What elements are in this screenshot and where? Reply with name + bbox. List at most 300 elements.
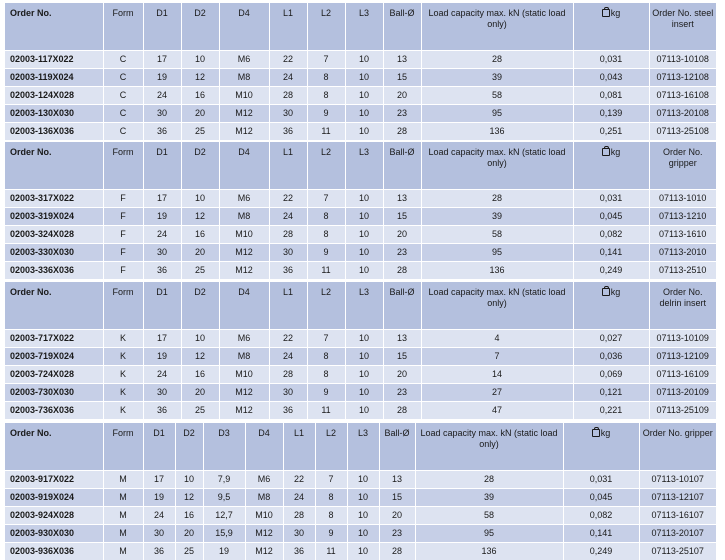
cell-l2: 11 — [307, 262, 345, 280]
header-ball: Ball-Ø — [383, 3, 421, 51]
spec-table-gripper-d3 — [5, 423, 716, 560]
cell-l1: 28 — [283, 507, 315, 525]
cell-l3: 10 — [345, 208, 383, 226]
table-row — [5, 190, 716, 208]
cell-d1: 36 — [143, 402, 181, 420]
header-l3: L3 — [345, 282, 383, 330]
cell-l2: 8 — [307, 226, 345, 244]
cell-load: 28 — [421, 190, 573, 208]
header-load-capacity: Load capacity max. kN (static load only) — [421, 3, 573, 51]
header-order-no: Order No. — [5, 423, 103, 471]
cell-order-no-2: 07113-20109 — [649, 384, 716, 402]
cell-d1: 17 — [143, 330, 181, 348]
header-load-capacity: Load capacity max. kN (static load only) — [421, 282, 573, 330]
cell-d1: 24 — [143, 366, 181, 384]
table-row — [5, 348, 716, 366]
cell-load: 28 — [421, 51, 573, 69]
table-header — [5, 142, 716, 190]
cell-l3: 10 — [345, 402, 383, 420]
table-row — [5, 402, 716, 420]
table-row — [5, 384, 716, 402]
cell-d1: 30 — [143, 105, 181, 123]
cell-d2: 12 — [181, 208, 219, 226]
cell-l2: 8 — [315, 507, 347, 525]
cell-weight: 0,045 — [563, 489, 639, 507]
weight-icon — [602, 9, 610, 17]
cell-weight: 0,249 — [573, 262, 649, 280]
cell-load: 39 — [421, 69, 573, 87]
cell-l1: 22 — [269, 190, 307, 208]
cell-l2: 7 — [307, 51, 345, 69]
cell-d4: M12 — [245, 543, 283, 560]
cell-form: M — [103, 507, 143, 525]
header-d1: D1 — [143, 282, 181, 330]
cell-d4: M8 — [219, 208, 269, 226]
cell-d4: M10 — [219, 226, 269, 244]
cell-order-no: 02003-330X030 — [5, 244, 103, 262]
table-row — [5, 51, 716, 69]
header-l1: L1 — [283, 423, 315, 471]
header-weight-label: kg — [611, 147, 621, 157]
table-row — [5, 543, 716, 560]
cell-d4: M6 — [219, 190, 269, 208]
cell-d1: 24 — [143, 507, 175, 525]
cell-order-no-2: 07113-1010 — [649, 190, 716, 208]
cell-d2: 10 — [181, 51, 219, 69]
cell-load: 136 — [421, 123, 573, 141]
table-row — [5, 87, 716, 105]
header-weight-label: kg — [601, 428, 611, 438]
header-d3: D3 — [203, 423, 245, 471]
cell-l3: 10 — [347, 507, 379, 525]
cell-d2: 20 — [181, 384, 219, 402]
cell-d1: 19 — [143, 489, 175, 507]
cell-l2: 7 — [307, 330, 345, 348]
cell-l1: 24 — [269, 208, 307, 226]
cell-form: K — [103, 384, 143, 402]
cell-load: 95 — [421, 105, 573, 123]
cell-ball: 28 — [383, 123, 421, 141]
cell-d2: 25 — [181, 262, 219, 280]
cell-l1: 22 — [283, 471, 315, 489]
cell-d2: 16 — [181, 226, 219, 244]
cell-order-no-2: 07113-1210 — [649, 208, 716, 226]
table-header — [5, 282, 716, 330]
cell-d2: 12 — [175, 489, 203, 507]
table-header — [5, 423, 716, 471]
cell-order-no: 02003-324X028 — [5, 226, 103, 244]
cell-form: M — [103, 471, 143, 489]
cell-l3: 10 — [345, 330, 383, 348]
cell-weight: 0,045 — [573, 208, 649, 226]
cell-weight: 0,082 — [563, 507, 639, 525]
cell-order-no: 02003-124X028 — [5, 87, 103, 105]
header-order-no-2: Order No. gripper — [639, 423, 716, 471]
header-form: Form — [103, 142, 143, 190]
header-order-no-2: Order No. gripper — [649, 142, 716, 190]
header-ball: Ball-Ø — [383, 282, 421, 330]
cell-weight: 0,031 — [573, 51, 649, 69]
cell-d4: M10 — [245, 507, 283, 525]
cell-d1: 30 — [143, 244, 181, 262]
header-weight — [573, 142, 649, 190]
cell-form: C — [103, 105, 143, 123]
cell-order-no: 02003-730X030 — [5, 384, 103, 402]
cell-weight: 0,251 — [573, 123, 649, 141]
cell-ball: 13 — [379, 471, 415, 489]
cell-ball: 15 — [383, 69, 421, 87]
cell-d4: M8 — [219, 69, 269, 87]
cell-ball: 20 — [383, 366, 421, 384]
header-l1: L1 — [269, 282, 307, 330]
cell-weight: 0,249 — [563, 543, 639, 560]
cell-d4: M12 — [219, 123, 269, 141]
weight-icon — [592, 429, 600, 437]
cell-l1: 30 — [269, 384, 307, 402]
cell-load: 136 — [421, 262, 573, 280]
cell-l2: 8 — [307, 69, 345, 87]
cell-order-no: 02003-317X022 — [5, 190, 103, 208]
cell-d4: M12 — [219, 262, 269, 280]
cell-form: M — [103, 525, 143, 543]
cell-load: 4 — [421, 330, 573, 348]
cell-d4: M12 — [219, 244, 269, 262]
header-l1: L1 — [269, 3, 307, 51]
cell-d2: 25 — [181, 402, 219, 420]
cell-l3: 10 — [345, 105, 383, 123]
cell-ball: 23 — [383, 384, 421, 402]
cell-load: 95 — [421, 244, 573, 262]
cell-l2: 7 — [315, 471, 347, 489]
weight-icon — [602, 148, 610, 156]
header-weight — [563, 423, 639, 471]
cell-order-no-2: 07113-16107 — [639, 507, 716, 525]
cell-load: 136 — [415, 543, 563, 560]
header-d2: D2 — [181, 142, 219, 190]
cell-d2: 10 — [181, 330, 219, 348]
cell-l3: 10 — [345, 123, 383, 141]
cell-load: 58 — [421, 87, 573, 105]
cell-d1: 36 — [143, 543, 175, 560]
cell-order-no-2: 07113-25107 — [639, 543, 716, 560]
cell-ball: 23 — [383, 105, 421, 123]
cell-form: K — [103, 366, 143, 384]
table-row — [5, 123, 716, 141]
cell-d4: M6 — [245, 471, 283, 489]
cell-ball: 28 — [383, 262, 421, 280]
cell-weight: 0,221 — [573, 402, 649, 420]
cell-form: C — [103, 87, 143, 105]
cell-d2: 12 — [181, 69, 219, 87]
cell-l2: 8 — [307, 366, 345, 384]
cell-l3: 10 — [347, 543, 379, 560]
cell-l3: 10 — [345, 51, 383, 69]
cell-form: F — [103, 208, 143, 226]
cell-form: F — [103, 190, 143, 208]
cell-order-no-2: 07113-12108 — [649, 69, 716, 87]
cell-ball: 15 — [379, 489, 415, 507]
cell-order-no: 02003-724X028 — [5, 366, 103, 384]
cell-weight: 0,069 — [573, 366, 649, 384]
cell-ball: 28 — [379, 543, 415, 560]
cell-form: F — [103, 244, 143, 262]
cell-ball: 13 — [383, 190, 421, 208]
cell-l2: 11 — [307, 123, 345, 141]
cell-d2: 20 — [181, 244, 219, 262]
cell-l1: 22 — [269, 330, 307, 348]
cell-order-no-2: 07113-16109 — [649, 366, 716, 384]
cell-l1: 36 — [269, 262, 307, 280]
table-header — [5, 3, 716, 51]
cell-d1: 19 — [143, 208, 181, 226]
table-row — [5, 330, 716, 348]
cell-d2: 16 — [175, 507, 203, 525]
cell-l2: 9 — [307, 384, 345, 402]
cell-form: K — [103, 348, 143, 366]
cell-form: K — [103, 330, 143, 348]
cell-l1: 36 — [269, 402, 307, 420]
header-d4: D4 — [245, 423, 283, 471]
cell-l2: 8 — [315, 489, 347, 507]
weight-icon — [602, 288, 610, 296]
cell-load: 47 — [421, 402, 573, 420]
cell-weight: 0,082 — [573, 226, 649, 244]
cell-l1: 30 — [269, 244, 307, 262]
cell-order-no-2: 07113-2010 — [649, 244, 716, 262]
header-l1: L1 — [269, 142, 307, 190]
cell-d2: 10 — [181, 190, 219, 208]
cell-load: 7 — [421, 348, 573, 366]
cell-weight: 0,139 — [573, 105, 649, 123]
cell-d3: 9,5 — [203, 489, 245, 507]
cell-weight: 0,031 — [573, 190, 649, 208]
cell-d1: 19 — [143, 348, 181, 366]
cell-l2: 7 — [307, 190, 345, 208]
cell-order-no: 02003-119X024 — [5, 69, 103, 87]
cell-l1: 24 — [269, 348, 307, 366]
header-weight — [573, 282, 649, 330]
cell-l2: 11 — [315, 543, 347, 560]
header-form: Form — [103, 3, 143, 51]
cell-order-no-2: 07113-25108 — [649, 123, 716, 141]
cell-d4: M12 — [245, 525, 283, 543]
cell-weight: 0,121 — [573, 384, 649, 402]
cell-ball: 13 — [383, 51, 421, 69]
cell-order-no: 02003-719X024 — [5, 348, 103, 366]
cell-order-no-2: 07113-2510 — [649, 262, 716, 280]
cell-d1: 30 — [143, 384, 181, 402]
cell-form: F — [103, 226, 143, 244]
cell-order-no: 02003-117X022 — [5, 51, 103, 69]
cell-weight: 0,141 — [563, 525, 639, 543]
header-l3: L3 — [345, 142, 383, 190]
cell-load: 39 — [415, 489, 563, 507]
header-weight-label: kg — [611, 287, 621, 297]
cell-form: M — [103, 489, 143, 507]
cell-form: K — [103, 402, 143, 420]
cell-d4: M10 — [219, 366, 269, 384]
cell-order-no-2: 07113-20108 — [649, 105, 716, 123]
cell-d2: 25 — [175, 543, 203, 560]
header-ball: Ball-Ø — [379, 423, 415, 471]
cell-l1: 24 — [269, 69, 307, 87]
cell-l1: 24 — [283, 489, 315, 507]
cell-order-no-2: 07113-1610 — [649, 226, 716, 244]
cell-d2: 25 — [181, 123, 219, 141]
header-l2: L2 — [307, 3, 345, 51]
cell-l1: 28 — [269, 226, 307, 244]
table-row — [5, 507, 716, 525]
header-order-no-2: Order No. delrin insert — [649, 282, 716, 330]
cell-weight: 0,027 — [573, 330, 649, 348]
cell-l3: 10 — [347, 525, 379, 543]
cell-l2: 8 — [307, 87, 345, 105]
cell-order-no: 02003-336X036 — [5, 262, 103, 280]
cell-load: 14 — [421, 366, 573, 384]
header-d2: D2 — [175, 423, 203, 471]
table-row — [5, 525, 716, 543]
cell-order-no: 02003-919X024 — [5, 489, 103, 507]
cell-l2: 8 — [307, 208, 345, 226]
cell-l3: 10 — [345, 366, 383, 384]
cell-load: 58 — [415, 507, 563, 525]
cell-load: 95 — [415, 525, 563, 543]
cell-ball: 28 — [383, 402, 421, 420]
cell-form: C — [103, 51, 143, 69]
cell-order-no-2: 07113-10107 — [639, 471, 716, 489]
header-order-no-2: Order No. steel insert — [649, 3, 716, 51]
cell-form: M — [103, 543, 143, 560]
table-row — [5, 244, 716, 262]
cell-d1: 36 — [143, 123, 181, 141]
cell-order-no: 02003-136X036 — [5, 123, 103, 141]
cell-l3: 10 — [345, 87, 383, 105]
cell-d3: 19 — [203, 543, 245, 560]
cell-d4: M10 — [219, 87, 269, 105]
cell-l3: 10 — [345, 348, 383, 366]
cell-order-no-2: 07113-25109 — [649, 402, 716, 420]
cell-ball: 20 — [383, 226, 421, 244]
cell-l2: 8 — [307, 348, 345, 366]
table-row — [5, 471, 716, 489]
cell-d2: 16 — [181, 87, 219, 105]
cell-weight: 0,081 — [573, 87, 649, 105]
cell-d1: 19 — [143, 69, 181, 87]
cell-d2: 16 — [181, 366, 219, 384]
cell-l1: 30 — [269, 105, 307, 123]
cell-d3: 7,9 — [203, 471, 245, 489]
header-order-no: Order No. — [5, 142, 103, 190]
header-d4: D4 — [219, 3, 269, 51]
cell-ball: 15 — [383, 348, 421, 366]
header-l2: L2 — [307, 282, 345, 330]
table-row — [5, 489, 716, 507]
header-d4: D4 — [219, 142, 269, 190]
cell-d4: M8 — [245, 489, 283, 507]
cell-d2: 20 — [181, 105, 219, 123]
cell-d1: 24 — [143, 226, 181, 244]
cell-ball: 23 — [383, 244, 421, 262]
table-row — [5, 69, 716, 87]
cell-l3: 10 — [347, 489, 379, 507]
cell-l2: 11 — [307, 402, 345, 420]
cell-d4: M6 — [219, 330, 269, 348]
header-form: Form — [103, 282, 143, 330]
cell-order-no: 02003-917X022 — [5, 471, 103, 489]
cell-l3: 10 — [347, 471, 379, 489]
table-row — [5, 226, 716, 244]
cell-l3: 10 — [345, 69, 383, 87]
table-row — [5, 366, 716, 384]
cell-ball: 20 — [379, 507, 415, 525]
cell-load: 28 — [415, 471, 563, 489]
header-l3: L3 — [345, 3, 383, 51]
cell-form: C — [103, 123, 143, 141]
cell-weight: 0,031 — [563, 471, 639, 489]
cell-order-no-2: 07113-10108 — [649, 51, 716, 69]
header-d1: D1 — [143, 3, 181, 51]
cell-l3: 10 — [345, 262, 383, 280]
header-weight-label: kg — [611, 8, 621, 18]
cell-l1: 30 — [283, 525, 315, 543]
cell-d1: 17 — [143, 51, 181, 69]
header-d2: D2 — [181, 282, 219, 330]
header-d2: D2 — [181, 3, 219, 51]
cell-d4: M6 — [219, 51, 269, 69]
cell-ball: 20 — [383, 87, 421, 105]
cell-order-no-2: 07113-20107 — [639, 525, 716, 543]
cell-order-no-2: 07113-12109 — [649, 348, 716, 366]
cell-order-no-2: 07113-10109 — [649, 330, 716, 348]
cell-order-no: 02003-936X036 — [5, 543, 103, 560]
cell-l2: 9 — [315, 525, 347, 543]
header-d1: D1 — [143, 142, 181, 190]
cell-form: C — [103, 69, 143, 87]
cell-d1: 24 — [143, 87, 181, 105]
cell-l2: 9 — [307, 244, 345, 262]
cell-d1: 17 — [143, 190, 181, 208]
cell-weight: 0,036 — [573, 348, 649, 366]
spec-table-steel-insert — [5, 3, 716, 140]
header-d1: D1 — [143, 423, 175, 471]
spec-table-delrin-insert — [5, 282, 716, 419]
cell-ball: 13 — [383, 330, 421, 348]
header-weight — [573, 3, 649, 51]
header-order-no: Order No. — [5, 3, 103, 51]
header-order-no: Order No. — [5, 282, 103, 330]
cell-l3: 10 — [345, 244, 383, 262]
cell-d2: 20 — [175, 525, 203, 543]
cell-l1: 28 — [269, 366, 307, 384]
cell-d4: M12 — [219, 384, 269, 402]
cell-l3: 10 — [345, 190, 383, 208]
spec-table-gripper — [5, 142, 716, 279]
cell-l1: 36 — [283, 543, 315, 560]
cell-order-no: 02003-736X036 — [5, 402, 103, 420]
cell-form: F — [103, 262, 143, 280]
cell-d4: M12 — [219, 402, 269, 420]
header-load-capacity: Load capacity max. kN (static load only) — [415, 423, 563, 471]
cell-load: 39 — [421, 208, 573, 226]
cell-order-no: 02003-717X022 — [5, 330, 103, 348]
header-l2: L2 — [315, 423, 347, 471]
cell-load: 58 — [421, 226, 573, 244]
header-d4: D4 — [219, 282, 269, 330]
header-ball: Ball-Ø — [383, 142, 421, 190]
cell-d3: 15,9 — [203, 525, 245, 543]
cell-d4: M8 — [219, 348, 269, 366]
cell-order-no: 02003-930X030 — [5, 525, 103, 543]
